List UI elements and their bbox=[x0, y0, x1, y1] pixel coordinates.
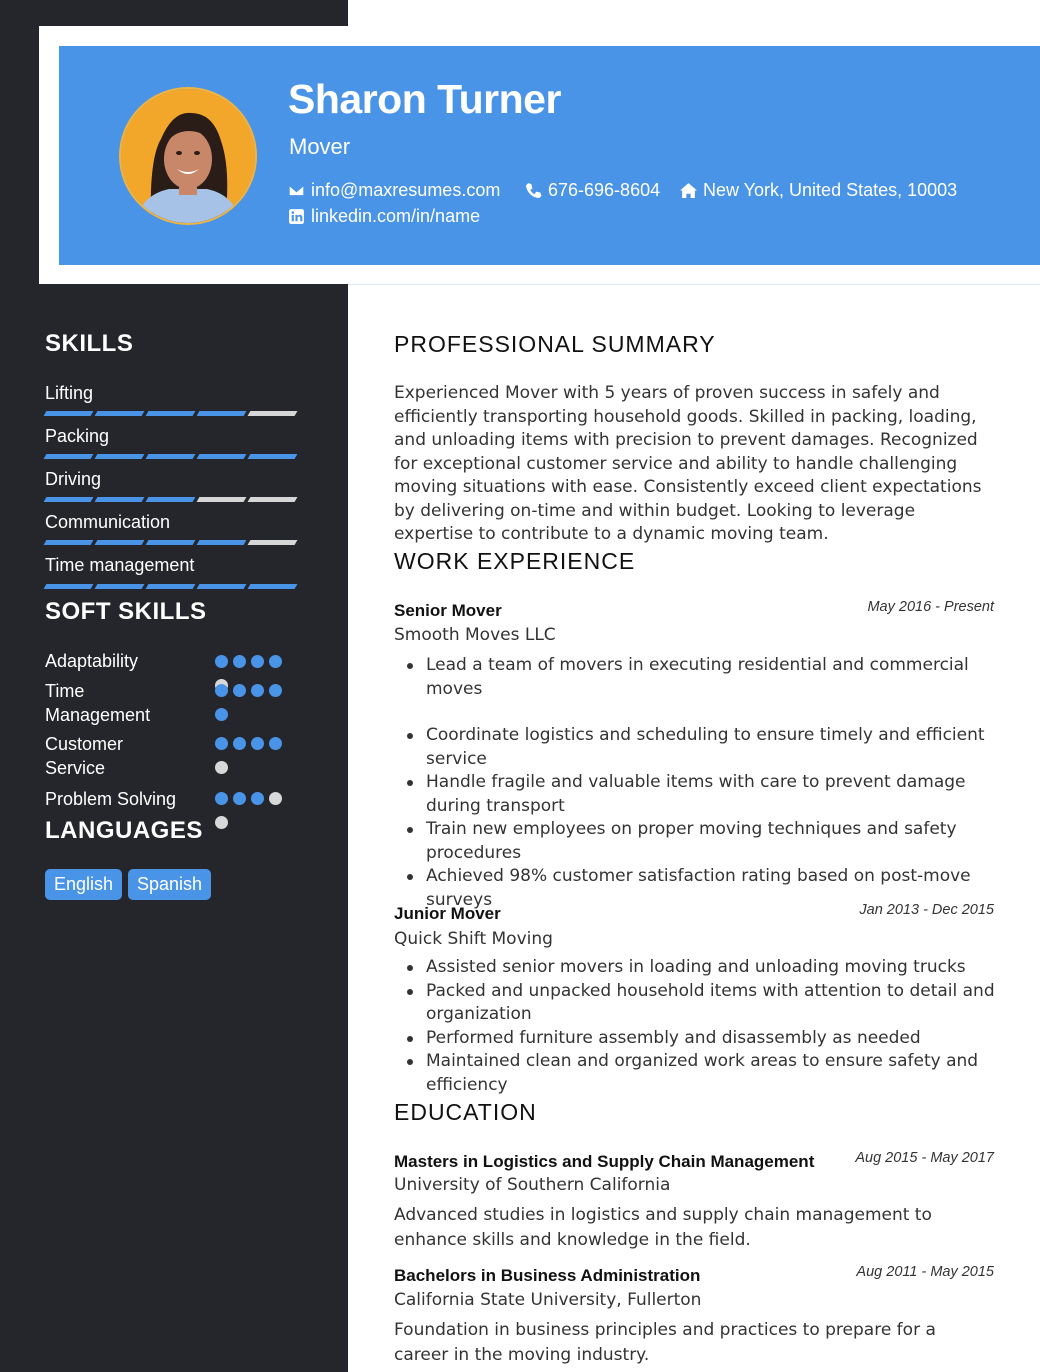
job-bullets bbox=[426, 956, 1001, 1097]
rating-dot bbox=[215, 655, 228, 668]
candidate-title: Mover bbox=[289, 134, 351, 159]
skill-bar-segment bbox=[197, 411, 247, 416]
skill-bar-segment bbox=[44, 584, 94, 589]
education-dates: Aug 2015 - May 2017 bbox=[855, 1150, 994, 1166]
contact-linkedin[interactable] bbox=[288, 206, 480, 227]
list-item: Assisted senior movers in loading and unloading moving trucks bbox=[426, 956, 1001, 980]
list-item: Achieved 98% customer satisfaction rating based on post-move surveys bbox=[426, 865, 1001, 912]
skill-label: Packing bbox=[45, 426, 110, 446]
phone-text: 676-696-8604 bbox=[548, 180, 661, 200]
skill-label: Driving bbox=[45, 469, 102, 489]
skill-bar-segment bbox=[197, 584, 247, 589]
skill-bar-segment bbox=[146, 454, 196, 459]
list-item: Packed and unpacked household items with attention to detail and organization bbox=[426, 980, 1001, 1027]
skill-label: Communication bbox=[45, 512, 171, 532]
experience-heading: WORK EXPERIENCE bbox=[394, 548, 636, 574]
skill-bar-segment bbox=[44, 411, 94, 416]
job-title: Junior Mover bbox=[394, 904, 501, 923]
skill-bar-segment bbox=[146, 497, 196, 502]
envelope-icon bbox=[288, 182, 305, 199]
education-dates: Aug 2011 - May 2015 bbox=[856, 1264, 994, 1280]
skill-bar bbox=[45, 411, 296, 416]
rating-dot bbox=[251, 655, 264, 668]
skill-bar bbox=[45, 454, 296, 459]
rating-dot bbox=[233, 737, 246, 750]
rating-dot bbox=[251, 737, 264, 750]
company-name: Quick Shift Moving bbox=[394, 929, 553, 949]
phone-icon bbox=[525, 182, 542, 199]
location-text: New York, United States, 10003 bbox=[703, 180, 958, 200]
job-dates: Jan 2013 - Dec 2015 bbox=[859, 902, 994, 918]
degree-title: Bachelors in Business Administration bbox=[394, 1266, 701, 1285]
skill-bar-segment bbox=[248, 584, 298, 589]
skill-bar-segment bbox=[44, 540, 94, 545]
contact-phone[interactable] bbox=[525, 180, 660, 201]
rating-dot bbox=[269, 655, 282, 668]
rating-dot bbox=[215, 761, 228, 774]
company-name: Smooth Moves LLC bbox=[394, 625, 556, 645]
job-bullets bbox=[426, 654, 1001, 912]
rating-dot bbox=[215, 684, 228, 697]
rating-dot bbox=[269, 737, 282, 750]
home-icon bbox=[680, 182, 697, 199]
degree-title: Masters in Logistics and Supply Chain Management bbox=[394, 1152, 815, 1171]
skill-bar-segment bbox=[248, 497, 298, 502]
skill-bar-segment bbox=[95, 454, 145, 459]
school-name: University of Southern California bbox=[394, 1175, 671, 1195]
avatar bbox=[119, 87, 257, 225]
rating-dot bbox=[233, 792, 246, 805]
rating-dot bbox=[215, 816, 228, 829]
education-description: Advanced studies in logistics and supply chain management to enhance skills and knowledge in the field. bbox=[394, 1205, 932, 1250]
header-divider bbox=[348, 284, 1040, 285]
soft-skill-label: Adaptability bbox=[45, 651, 139, 671]
skill-bar bbox=[45, 540, 296, 545]
list-item: Maintained clean and organized work areas to ensure safety and efficiency bbox=[426, 1050, 1001, 1097]
school-name: California State University, Fullerton bbox=[394, 1290, 702, 1310]
skill-bar-segment bbox=[95, 497, 145, 502]
rating-dot bbox=[215, 708, 228, 721]
skill-bar-segment bbox=[95, 584, 145, 589]
skill-bar bbox=[45, 584, 296, 589]
skill-bar-segment bbox=[248, 454, 298, 459]
skill-bar-segment bbox=[146, 411, 196, 416]
soft-skills-heading: SOFT SKILLS bbox=[45, 598, 207, 625]
list-item: Handle fragile and valuable items with care to prevent damage during transport bbox=[426, 771, 1001, 818]
skill-bar-segment bbox=[95, 540, 145, 545]
skills-heading: SKILLS bbox=[45, 330, 134, 357]
skill-bar-segment bbox=[248, 411, 298, 416]
skill-bar-segment bbox=[197, 497, 247, 502]
language-tag-spanish: Spanish bbox=[128, 869, 211, 900]
skill-bar-segment bbox=[95, 411, 145, 416]
contact-location bbox=[680, 180, 957, 201]
job-dates: May 2016 - Present bbox=[867, 599, 994, 615]
education-heading: EDUCATION bbox=[394, 1099, 537, 1125]
skill-bar-segment bbox=[248, 540, 298, 545]
rating-dot bbox=[251, 684, 264, 697]
language-tag-english: English bbox=[45, 869, 122, 900]
soft-skill-label: Customer Service bbox=[45, 734, 124, 778]
skill-bar-segment bbox=[146, 584, 196, 589]
rating-dot bbox=[251, 792, 264, 805]
skill-bar-segment bbox=[44, 497, 94, 502]
summary-text: Experienced Mover with 5 years of proven success in safely and efficiently transporting household goods. Skilled in packing, loading, and unloading items with precision to prevent damages. Recognized for exceptional customer service and ability to handle challenging moving situations with ease. Consistently exceed client expectations by delivering on-time and within budget. Looking to leverage expertise to contribute to a dynamic moving team. bbox=[394, 383, 982, 544]
list-item: Lead a team of movers in executing residential and commercial moves bbox=[426, 654, 1001, 701]
languages-heading: LANGUAGES bbox=[45, 817, 203, 844]
resume-header bbox=[59, 46, 1040, 265]
summary-heading: PROFESSIONAL SUMMARY bbox=[394, 331, 716, 357]
skill-label: Time management bbox=[45, 555, 195, 575]
skill-bar-segment bbox=[197, 454, 247, 459]
skill-bar bbox=[45, 497, 296, 502]
skill-bar-segment bbox=[146, 540, 196, 545]
contact-email[interactable] bbox=[288, 180, 500, 201]
rating-dot bbox=[215, 792, 228, 805]
soft-skill-label: Problem Solving bbox=[45, 789, 177, 809]
list-item: Performed furniture assembly and disassembly as needed bbox=[426, 1027, 1001, 1051]
soft-skill-label: Time Management bbox=[45, 681, 151, 725]
job-title: Senior Mover bbox=[394, 601, 502, 620]
rating-dot bbox=[215, 737, 228, 750]
skill-label: Lifting bbox=[45, 383, 94, 403]
skill-bar-segment bbox=[44, 454, 94, 459]
email-text: info@maxresumes.com bbox=[311, 180, 501, 200]
list-item: Train new employees on proper moving techniques and safety procedures bbox=[426, 818, 1001, 865]
rating-dot bbox=[269, 792, 282, 805]
rating-dot bbox=[233, 684, 246, 697]
skill-bar-segment bbox=[197, 540, 247, 545]
rating-dot bbox=[269, 684, 282, 697]
linkedin-text: linkedin.com/in/name bbox=[311, 206, 481, 226]
candidate-name: Sharon Turner bbox=[288, 76, 561, 122]
rating-dot bbox=[233, 655, 246, 668]
education-description: Foundation in business principles and practices to prepare for a career in the moving industry. bbox=[394, 1320, 936, 1365]
list-item: Coordinate logistics and scheduling to ensure timely and efficient service bbox=[426, 724, 1001, 771]
linkedin-icon bbox=[288, 208, 305, 225]
